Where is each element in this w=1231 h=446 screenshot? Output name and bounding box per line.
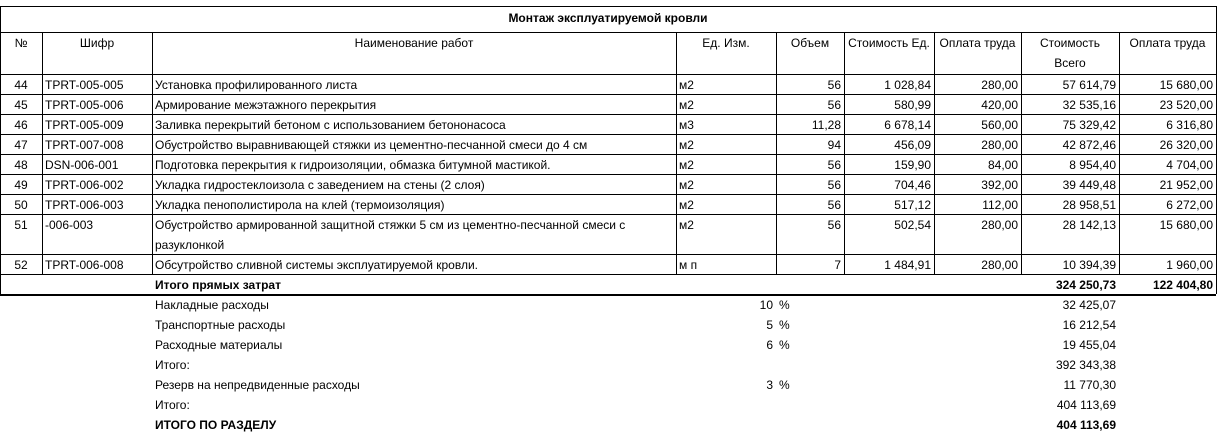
row-unit-cost-cell: 517,12 — [894, 198, 931, 212]
grid-hline — [0, 114, 1216, 115]
header-total-labor: Оплата труда — [1129, 36, 1206, 50]
row-unit-cell: м2 — [679, 98, 694, 112]
grid-vline — [42, 32, 43, 274]
row-volume-cell: 56 — [827, 218, 841, 232]
summary-percent — [700, 415, 776, 435]
summary-percent-sign: % — [779, 298, 790, 312]
row-code-cell: TPRT-005-009 — [45, 118, 124, 132]
row-volume-cell: 11,28 — [811, 118, 841, 132]
row-unit-cost-cell: 456,09 — [894, 138, 931, 152]
summary-percent — [700, 355, 776, 375]
grid-hline — [0, 134, 1216, 135]
row-unit-cell: м2 — [679, 218, 694, 232]
row-name-cell: Обустройство армированной защитной стяжки 5 см из цементно-песчанной смеси с разуклонкой — [155, 218, 626, 252]
summary-amount: 404 113,69 — [1056, 418, 1116, 432]
grid-vline — [1119, 32, 1120, 274]
row-volume-cell: 56 — [827, 78, 841, 92]
row-code-cell: TPRT-005-005 — [45, 78, 124, 92]
row-num-cell: 50 — [14, 198, 28, 212]
grid-hline — [0, 154, 1216, 155]
row-volume-cell: 94 — [827, 138, 841, 152]
row-labor-cell: 392,00 — [981, 178, 1018, 192]
row-name-cell: Установка профилированного листа — [155, 78, 358, 92]
summary-amount: 32 425,07 — [1062, 298, 1116, 312]
grid-hline — [0, 254, 1216, 255]
row-unit-cost-cell: 1 484,91 — [884, 258, 931, 272]
summary-percent: 6 — [766, 338, 773, 352]
row-volume-cell: 7 — [834, 258, 841, 272]
row-code-cell: TPRT-006-002 — [45, 178, 124, 192]
row-unit-cell: м2 — [679, 198, 694, 212]
row-total-labor-cell: 4 704,00 — [1166, 158, 1213, 172]
row-total-cost-cell: 75 329,42 — [1062, 118, 1116, 132]
row-name-cell: Подготовка перекрытия к гидроизоляции, обмазка битумной мастикой. — [155, 158, 551, 172]
row-volume-cell: 56 — [827, 158, 841, 172]
row-labor-cell: 280,00 — [981, 218, 1018, 232]
summary-percent: 3 — [766, 378, 773, 392]
summary-label: Итого: — [155, 358, 190, 372]
row-code-cell: TPRT-006-008 — [45, 258, 124, 272]
grid-hline — [0, 32, 1216, 33]
grid-hline — [0, 194, 1216, 195]
row-unit-cell: м2 — [679, 138, 694, 152]
row-total-cost-cell: 28 142,13 — [1062, 218, 1116, 232]
header-total-cost-line2: Всего — [1054, 56, 1086, 70]
row-unit-cell: м2 — [679, 158, 694, 172]
row-total-cost-cell: 42 872,46 — [1062, 138, 1116, 152]
header-unit-cost: Стоимость Ед. — [848, 36, 930, 50]
row-total-cost-cell: 28 958,51 — [1062, 198, 1116, 212]
row-unit-cost-cell: 159,90 — [894, 158, 931, 172]
summary-label: Итого: — [155, 398, 190, 412]
row-total-labor-cell: 6 316,80 — [1166, 118, 1213, 132]
summary-percent-sign — [776, 415, 806, 435]
row-total-cost-cell: 39 449,48 — [1062, 178, 1116, 192]
row-unit-cost-cell: 502,54 — [894, 218, 931, 232]
row-total-cost-cell: 8 954,40 — [1069, 158, 1116, 172]
header-volume: Объем — [790, 36, 830, 50]
summary-percent-sign: % — [779, 318, 790, 332]
grid-vline — [934, 32, 935, 274]
header-code: Шифр — [79, 36, 115, 50]
row-labor-cell: 280,00 — [981, 78, 1018, 92]
row-labor-cell: 84,00 — [987, 158, 1018, 172]
row-labor-cell: 112,00 — [982, 198, 1018, 212]
row-total-labor-cell: 15 680,00 — [1159, 218, 1213, 232]
row-total-cost-cell: 10 394,39 — [1062, 258, 1116, 272]
grid-hline — [0, 74, 1216, 75]
row-unit-cell: м п — [679, 258, 698, 272]
row-num-cell: 45 — [14, 98, 28, 112]
row-labor-cell: 420,00 — [981, 98, 1018, 112]
summary-amount: 392 343,38 — [1055, 358, 1116, 372]
row-code-cell: TPRT-005-006 — [45, 98, 124, 112]
row-name-cell: Армирование межэтажного перекрытия — [155, 98, 377, 112]
row-total-labor-cell: 21 952,00 — [1159, 178, 1213, 192]
summary-amount: 11 770,30 — [1063, 378, 1116, 392]
grid-hline — [0, 174, 1216, 175]
row-name-cell: Обсутройство сливной системы эксплуатируемой кровли. — [155, 258, 478, 272]
grid-vline — [0, 6, 1, 294]
row-name-cell: Укладка гидростеклоизола с заведением на стены (2 слоя) — [155, 178, 485, 192]
row-total-labor-cell: 23 520,00 — [1159, 98, 1213, 112]
header-labor: Оплата труда — [939, 36, 1016, 50]
summary-label: Накладные расходы — [155, 298, 269, 312]
summary-percent-sign: % — [779, 378, 790, 392]
grid-vline — [844, 32, 845, 274]
summary-label: ИТОГО ПО РАЗДЕЛУ — [155, 418, 277, 432]
row-volume-cell: 56 — [827, 178, 841, 192]
summary-percent: 10 — [759, 298, 773, 312]
row-total-labor-cell: 15 680,00 — [1159, 78, 1213, 92]
row-labor-cell: 280,00 — [981, 138, 1018, 152]
row-volume-cell: 56 — [827, 98, 841, 112]
grid-hline — [0, 6, 1216, 7]
direct-total-cost: 324 250,73 — [1055, 278, 1116, 292]
row-unit-cell: м2 — [679, 78, 694, 92]
grid-hline — [0, 214, 1216, 215]
summary-percent-sign — [776, 395, 806, 415]
grid-vline — [1021, 32, 1022, 274]
row-unit-cost-cell: 580,99 — [894, 98, 931, 112]
row-name-cell: Укладка пенополистирола на клей (термоизоляция) — [155, 198, 445, 212]
grid-vline — [152, 32, 153, 274]
row-total-cost-cell: 57 614,79 — [1062, 78, 1116, 92]
row-num-cell: 52 — [14, 258, 28, 272]
summary-percent: 5 — [766, 318, 773, 332]
row-code-cell: -006-003 — [45, 218, 94, 232]
direct-total-label: Итого прямых затрат — [155, 278, 281, 292]
grid-hline — [0, 274, 1216, 275]
row-unit-cost-cell: 6 678,14 — [884, 118, 931, 132]
row-labor-cell: 560,00 — [981, 118, 1018, 132]
grid-vline — [776, 32, 777, 274]
grid-vline — [676, 32, 677, 274]
summary-percent-sign: % — [779, 338, 790, 352]
row-total-labor-cell: 26 320,00 — [1159, 138, 1213, 152]
row-total-labor-cell: 1 960,00 — [1166, 258, 1213, 272]
row-num-cell: 49 — [14, 178, 28, 192]
row-labor-cell: 280,00 — [981, 258, 1018, 272]
summary-label: Резерв на непредвиденные расходы — [155, 378, 360, 392]
row-name-cell: Заливка перекрытий бетоном с использованием бетононасоса — [155, 118, 506, 132]
grid-hline — [0, 94, 1216, 95]
row-code-cell: DSN-006-001 — [45, 158, 119, 172]
summary-percent — [700, 395, 776, 415]
summary-amount: 16 212,54 — [1062, 318, 1116, 332]
summary-amount: 19 455,04 — [1062, 338, 1116, 352]
row-num-cell: 46 — [14, 118, 28, 132]
row-name-cell: Обустройство выравнивающей стяжки из цементно-песчанной смеси до 4 см — [155, 138, 588, 152]
summary-label: Транспортные расходы — [155, 318, 286, 332]
section-title: Монтаж эксплуатируемой кровли — [508, 11, 708, 25]
grid-vline — [1216, 6, 1217, 294]
summary-amount: 404 113,69 — [1056, 398, 1116, 412]
row-volume-cell: 56 — [827, 198, 841, 212]
summary-label: Расходные материалы — [155, 338, 283, 352]
row-unit-cost-cell: 704,46 — [894, 178, 931, 192]
row-unit-cell: м2 — [679, 178, 694, 192]
header-unit: Ед. Изм. — [702, 36, 750, 50]
row-total-labor-cell: 6 272,00 — [1166, 198, 1213, 212]
row-num-cell: 44 — [14, 78, 28, 92]
row-num-cell: 51 — [14, 218, 28, 232]
row-unit-cost-cell: 1 028,84 — [884, 78, 931, 92]
row-code-cell: TPRT-007-008 — [45, 138, 124, 152]
header-total-cost: Стоимость — [1039, 36, 1101, 50]
row-num-cell: 48 — [14, 158, 28, 172]
row-code-cell: TPRT-006-003 — [45, 198, 124, 212]
header-name: Наименование работ — [354, 36, 474, 50]
row-unit-cell: м3 — [679, 118, 694, 132]
header-num: № — [14, 36, 28, 50]
row-total-cost-cell: 32 535,16 — [1062, 98, 1116, 112]
row-num-cell: 47 — [14, 138, 28, 152]
direct-total-labor: 122 404,80 — [1152, 278, 1213, 292]
summary-percent-sign — [776, 355, 806, 375]
grid-hline — [0, 294, 1216, 296]
